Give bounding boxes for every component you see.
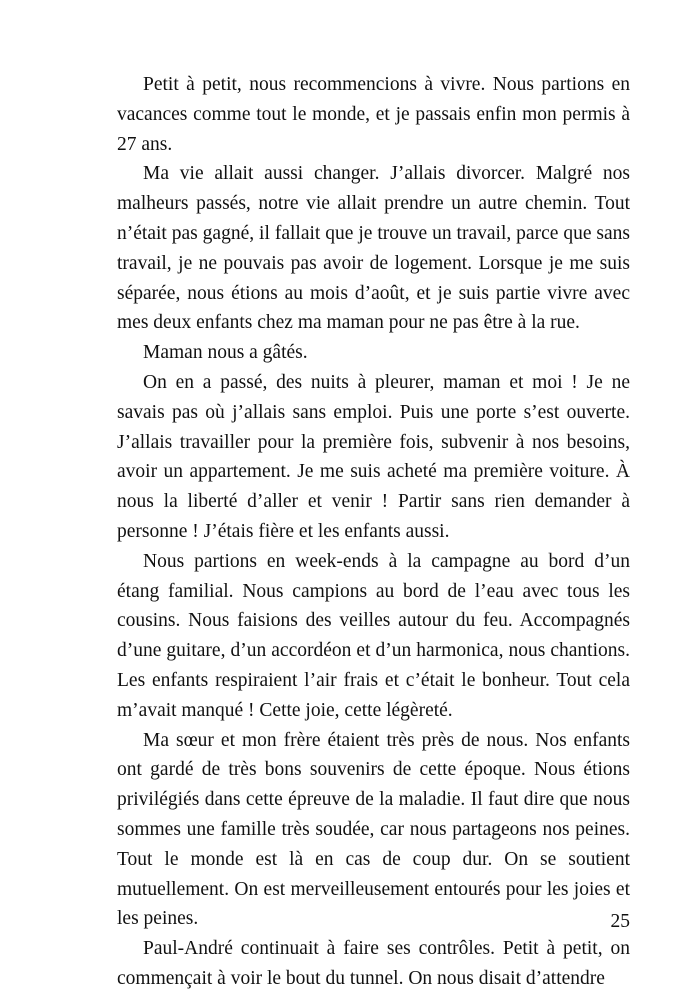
paragraph-1: Petit à petit, nous recommencions à vivre. Nous partions en vacances comme tout le monde, et je passais enfin mon permis à 27 ans. bbox=[117, 74, 630, 155]
paragraph-2: Ma vie allait aussi changer. J’allais divorcer. Malgré nos malheurs passés, notre vie allait prendre un autre chemin. Tout n’était pas gagné, il fallait que je trouve un travail, parce que sans travail, je ne pouvais pas avoir de logement. Lorsque je me suis séparée, nous étions au mois d’août, et je suis partie vivre avec mes deux enfants chez ma maman pour ne pas être à la rue. bbox=[117, 163, 630, 334]
paragraph-6: Ma sœur et mon frère étaient très près de nous. Nos enfants ont gardé de très bons souvenirs de cette époque. Nous étions privilégiés dans cette épreuve de la maladie. Il faut dire que nous sommes une famille très soudée, car nous partageons nos peines. Tout le monde est là en cas de coup dur. On se soutient mutuellement. On est merveilleusement entourés pour les joies et les peines. bbox=[117, 729, 630, 930]
paragraph-4: On en a passé, des nuits à pleurer, maman et moi ! Je ne savais pas où j’allais sans emploi. Puis une porte s’est ouverte. J’allais travailler pour la première fois, subvenir à nos besoins, avoir un appartement. Je me suis acheté ma première voiture. À nous la liberté d’aller et venir ! Partir sans rien demander à personne ! J’étais fière et les enfants aussi. bbox=[117, 371, 630, 542]
paragraph-5: Nous partions en week-ends à la campagne au bord d’un étang familial. Nous campions au bord de l’eau avec tous les cousins. Nous faisions des veilles autour du feu. Accompagnés d’une guitare, d’un accordéon et d’un harmonica, nous chantions. Les enfants respiraient l’air frais et c’était le bonheur. Tout cela m’avait manqué ! Cette joie, cette légèreté. bbox=[117, 550, 630, 721]
paragraph-7: Paul-André continuait à faire ses contrôles. Petit à petit, on commençait à voir le bout du tunnel. On nous disait d’attendre bbox=[117, 938, 630, 989]
body-text bbox=[117, 70, 630, 994]
paragraph-3: Maman nous a gâtés. bbox=[143, 342, 308, 364]
page-number: 25 bbox=[610, 911, 630, 932]
